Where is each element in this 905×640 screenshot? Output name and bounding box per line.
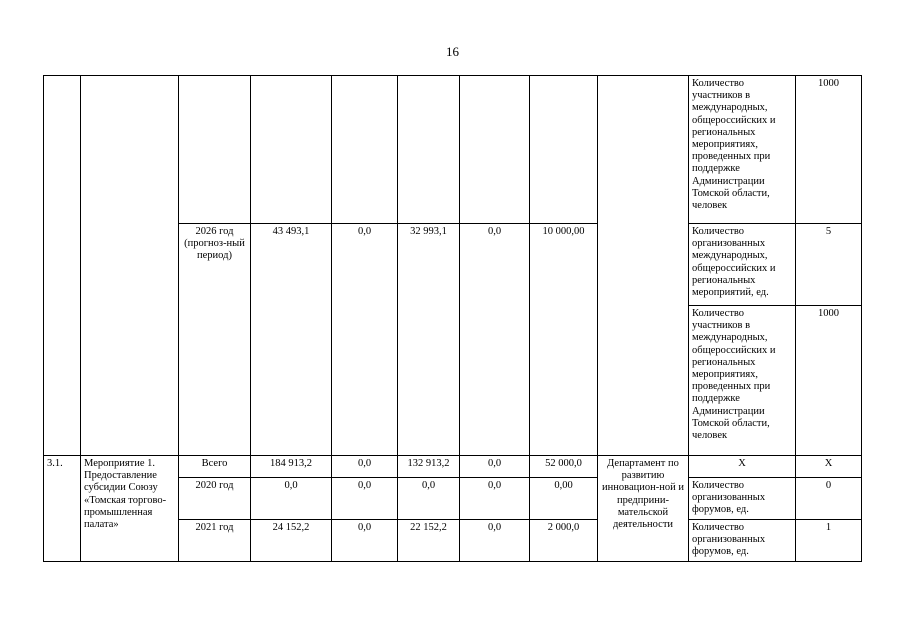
fund3-cell: 0,0 [460, 520, 530, 562]
fund4-cell: 52 000,0 [530, 456, 598, 478]
fund2-cell: 132 913,2 [398, 456, 460, 478]
num-cell [44, 76, 81, 456]
executor-cell [598, 76, 689, 456]
total-cell: 0,0 [251, 478, 332, 520]
program-table [43, 75, 862, 562]
fund2-cell: 32 993,1 [398, 224, 460, 456]
table-row [44, 456, 862, 478]
executor-cell: Департамент по развитию инновацион-ной и предприни-мательской деятельности [598, 456, 689, 562]
year-cell: 2026 год (прогноз-ный период) [179, 224, 251, 456]
page-number: 16 [446, 44, 459, 59]
fund1-cell: 0,0 [332, 520, 398, 562]
year-cell: 2021 год [179, 520, 251, 562]
indicator-value: 5 [796, 224, 862, 306]
indicator-value: 0 [796, 478, 862, 520]
total-cell: 184 913,2 [251, 456, 332, 478]
year-cell [179, 76, 251, 224]
total-cell: 43 493,1 [251, 224, 332, 456]
fund4-cell [530, 76, 598, 224]
num-cell: 3.1. [44, 456, 81, 562]
fund4-cell: 0,00 [530, 478, 598, 520]
fund1-cell: 0,0 [332, 224, 398, 456]
indicator-value: Х [796, 456, 862, 478]
name-cell [81, 76, 179, 456]
fund2-cell [398, 76, 460, 224]
table-row [44, 76, 862, 224]
name-cell: Мероприятие 1. Предоставление субсидии Союзу «Томская торгово-промышленная палата» [81, 456, 179, 562]
indicator-value: 1000 [796, 306, 862, 456]
indicator-cell: Количество участников в международных, общероссийских и региональных мероприятиях, проведенных при поддержке Администрации Томской области, человек [689, 76, 796, 224]
indicator-value: 1 [796, 520, 862, 562]
fund2-cell: 0,0 [398, 478, 460, 520]
fund3-cell [460, 76, 530, 224]
fund3-cell: 0,0 [460, 224, 530, 456]
fund1-cell [332, 76, 398, 224]
fund1-cell: 0,0 [332, 478, 398, 520]
fund3-cell: 0,0 [460, 478, 530, 520]
fund2-cell: 22 152,2 [398, 520, 460, 562]
indicator-cell: Количество участников в международных, общероссийских и региональных мероприятиях, проведенных при поддержке Администрации Томской области, человек [689, 306, 796, 456]
indicator-value: 1000 [796, 76, 862, 224]
fund4-cell: 2 000,0 [530, 520, 598, 562]
indicator-cell: Х [689, 456, 796, 478]
year-cell: 2020 год [179, 478, 251, 520]
indicator-cell: Количество организованных форумов, ед. [689, 520, 796, 562]
fund1-cell: 0,0 [332, 456, 398, 478]
year-cell: Всего [179, 456, 251, 478]
indicator-cell: Количество организованных международных, общероссийских и региональных мероприятий, ед. [689, 224, 796, 306]
total-cell: 24 152,2 [251, 520, 332, 562]
total-cell [251, 76, 332, 224]
fund3-cell: 0,0 [460, 456, 530, 478]
fund4-cell: 10 000,00 [530, 224, 598, 456]
indicator-cell: Количество организованных форумов, ед. [689, 478, 796, 520]
